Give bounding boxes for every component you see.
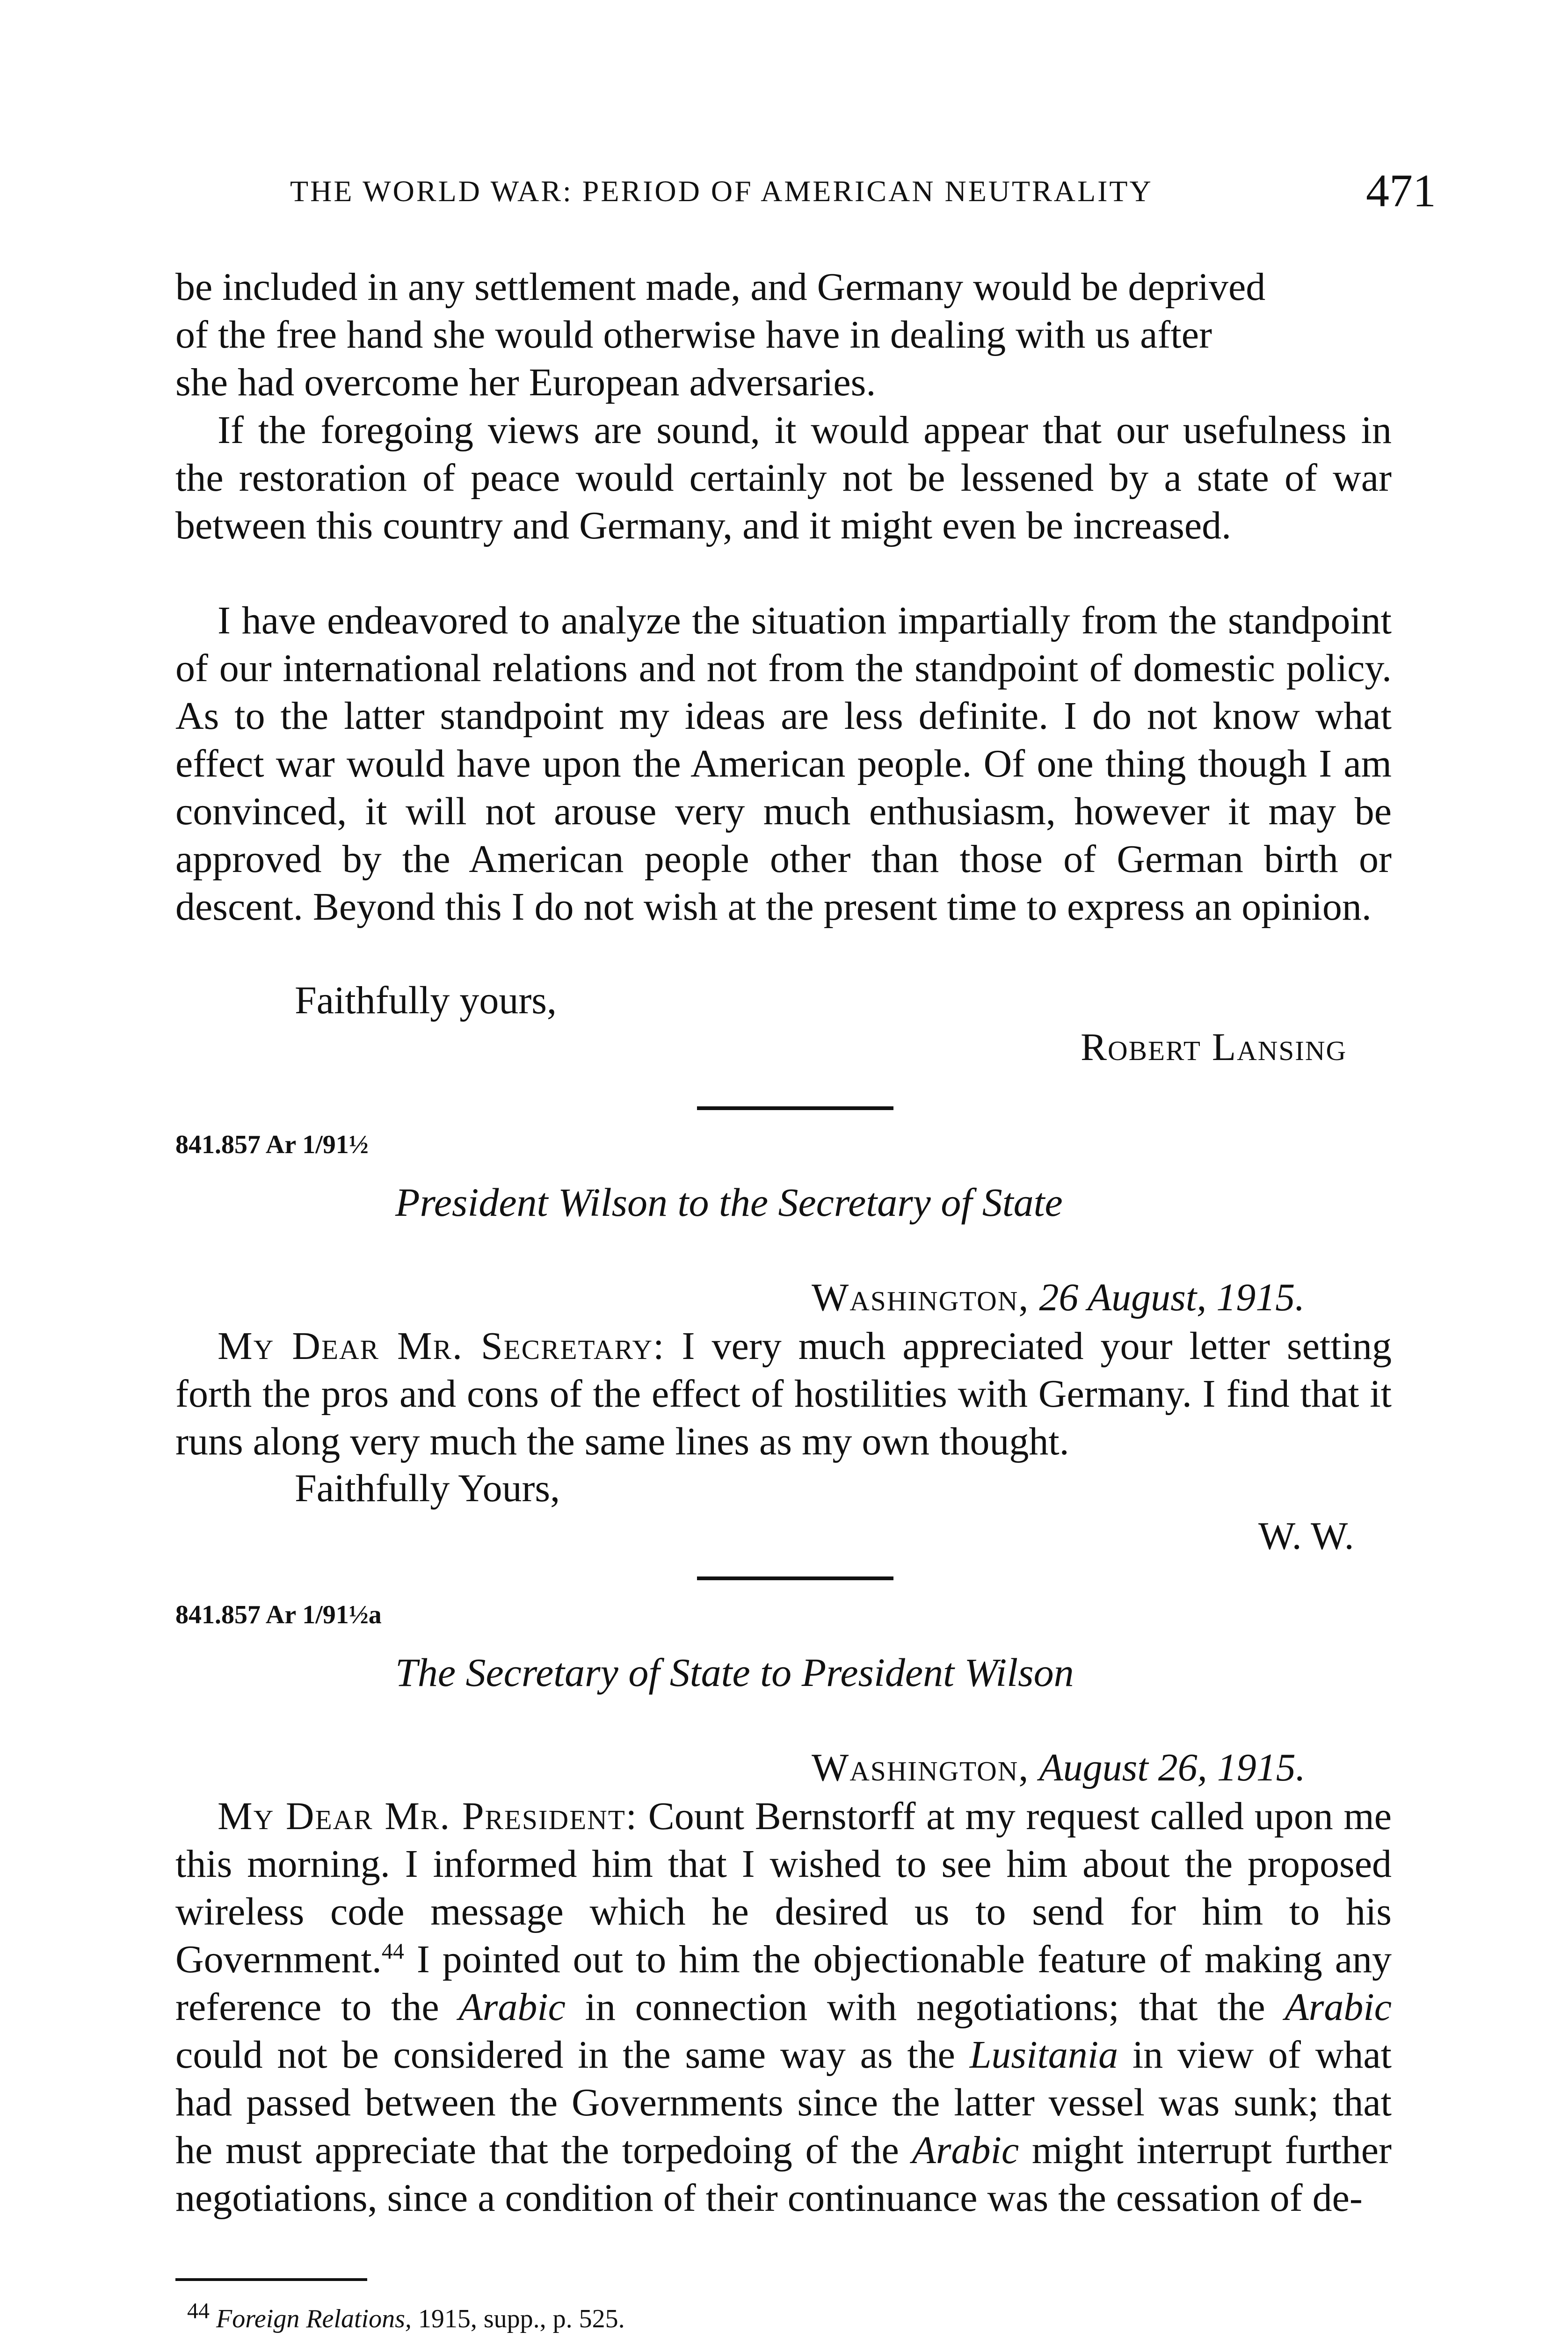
footnote-ref: 44	[381, 1939, 404, 1964]
closing: Faithfully yours,	[295, 979, 557, 1022]
dateline	[812, 1275, 1305, 1320]
body-text: I very much appreciated your letter setting forth the pros and cons of the effect of hostilities with Germany. I find that it runs along very much the same lines as my own thought.	[175, 1324, 1392, 1463]
body-text: in view of what had passed between the Governments since the latter vessel was sunk; that he must appreciate that the torpedoing of the	[175, 2033, 1392, 2172]
body-text: I pointed out to him the objectionable feature of making any reference to the	[175, 1938, 1392, 2029]
ship-name: Arabic	[458, 1985, 566, 2029]
ship-name: Lusitania	[969, 2033, 1118, 2077]
closing: Faithfully Yours,	[295, 1467, 560, 1510]
document-heading: President Wilson to the Secretary of State	[395, 1180, 1063, 1225]
dateline-place: Washington,	[812, 1746, 1030, 1789]
text-line: she had overcome her European adversaries.	[175, 361, 876, 404]
ship-name: Arabic	[912, 2128, 1019, 2172]
body-text: could not be considered in the same way as the	[175, 2033, 955, 2077]
dateline	[812, 1745, 1306, 1790]
footnote-text: 1915, supp., p. 525.	[418, 2304, 625, 2333]
body-text: Count Bernstorff at my request called upon me this morning. I informed him that I wished to see him about the proposed wireless code message which he desired us to send for him to his Government.	[175, 1794, 1392, 1981]
footnote	[187, 2298, 625, 2334]
signature-lansing: Robert Lansing	[1081, 1025, 1347, 1069]
letter-body	[175, 1793, 1392, 2222]
running-head: THE WORLD WAR: PERIOD OF AMERICAN NEUTRALITY	[290, 174, 1153, 208]
body-text: in connection with negotiations; that the	[585, 1985, 1265, 2029]
file-code: 841.857 Ar 1/91½	[175, 1130, 369, 1159]
footnote-source: Foreign Relations,	[216, 2304, 412, 2333]
dateline-place: Washington,	[812, 1276, 1030, 1319]
document-heading: The Secretary of State to President Wilson	[395, 1650, 1074, 1695]
footnote-rule	[175, 2278, 367, 2281]
footnote-number: 44	[187, 2298, 210, 2324]
signature-ww: W. W.	[1258, 1514, 1354, 1558]
section-divider	[697, 1106, 893, 1110]
salutation: My Dear Mr. President:	[218, 1794, 638, 1838]
text-line: of the free hand she would otherwise have in dealing with us after	[175, 313, 1212, 356]
salutation: My Dear Mr. Secretary:	[218, 1324, 665, 1368]
letter-body	[175, 1322, 1392, 1466]
dateline-date: 26 August, 1915.	[1039, 1276, 1305, 1319]
body-text: might interrupt further negotiations, since a condition of their continuance was the cessation of de-	[175, 2128, 1392, 2220]
page-number: 471	[1366, 165, 1436, 217]
file-code: 841.857 Ar 1/91½a	[175, 1600, 382, 1629]
text-line: be included in any settlement made, and Germany would be deprived	[175, 265, 1266, 309]
dateline-date: August 26, 1915.	[1039, 1746, 1306, 1789]
section-divider	[697, 1576, 893, 1580]
paragraph-views: If the foregoing views are sound, it would appear that our usefulness in the restoration of peace would certainly not be lessened by a state of war between this country and Germany, and it might even be increased.	[175, 408, 1392, 547]
paragraph-analysis: I have endeavored to analyze the situation impartially from the standpoint of our international relations and not from the standpoint of domestic policy. As to the latter standpoint my ideas are less definite. I do not know what effect war would have upon the American people. Of one thing though I am convinced, it will not arouse very much enthusiasm, however it may be approved by the American people other than those of German birth or descent. Beyond this I do not wish at the present time to express an opinion.	[175, 599, 1392, 929]
ship-name: Arabic	[1285, 1985, 1392, 2029]
